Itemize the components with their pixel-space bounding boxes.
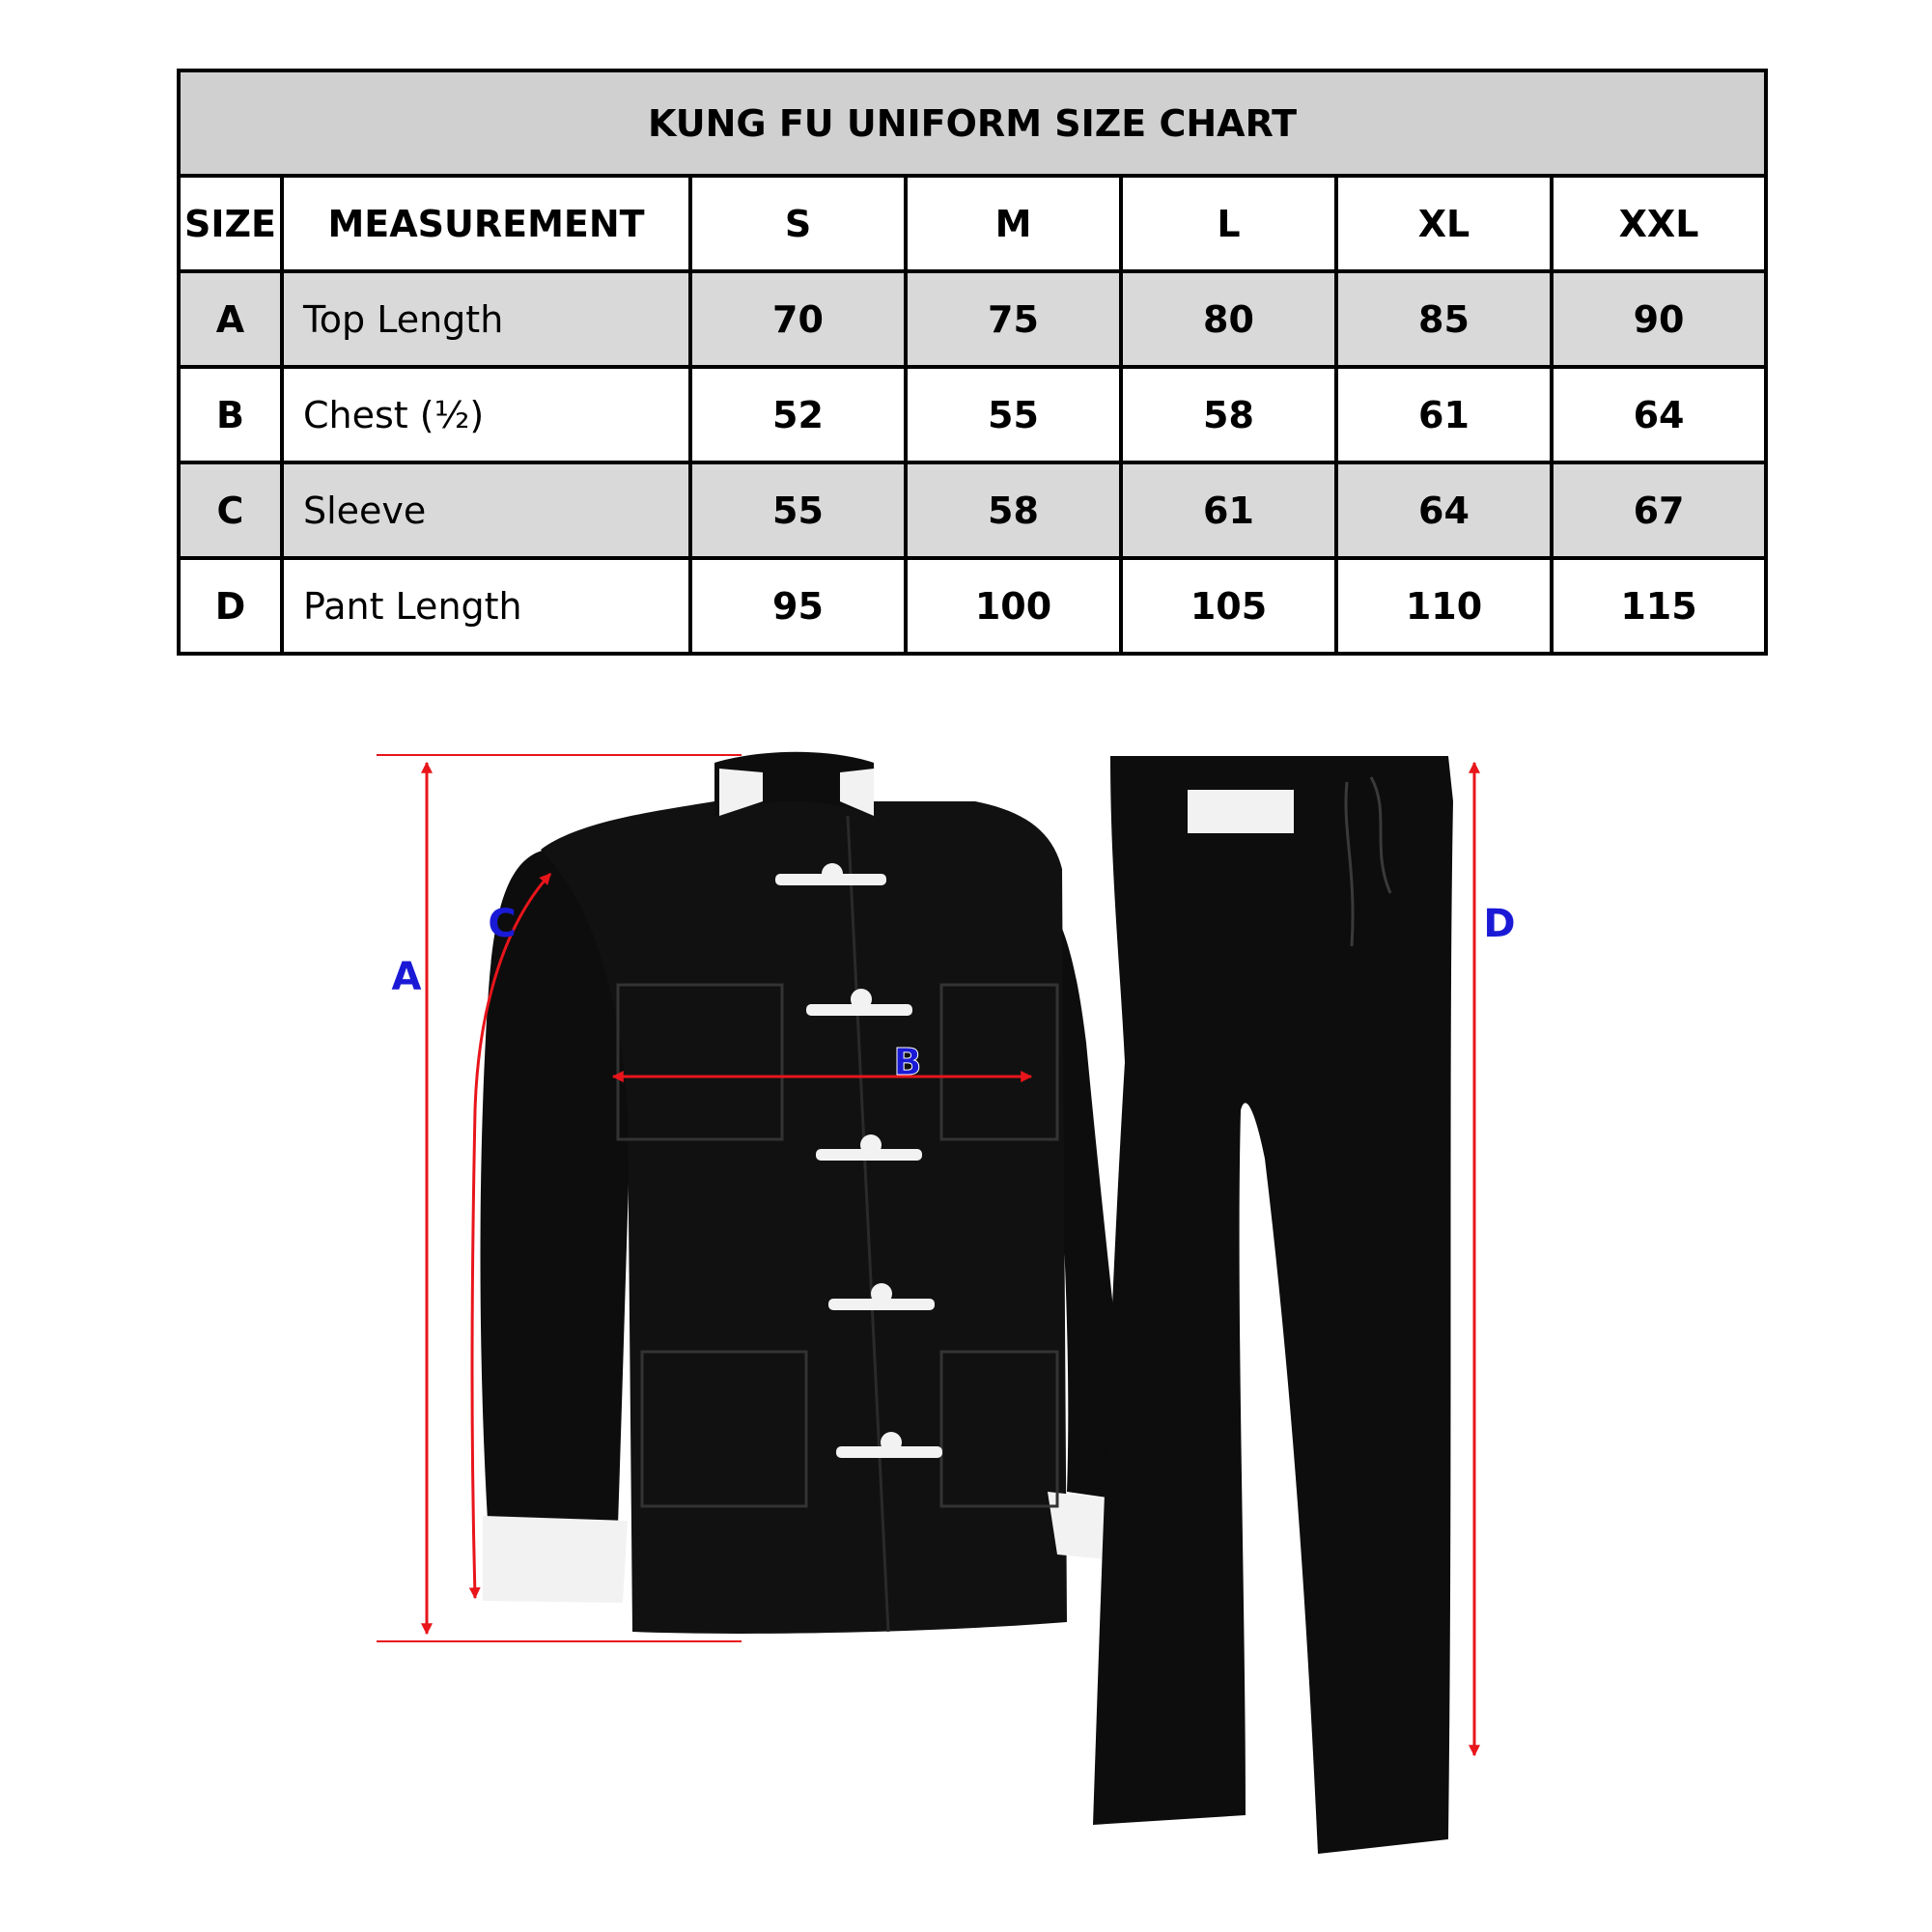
pants-illustration (1093, 756, 1453, 1854)
cell-value: 75 (906, 271, 1121, 367)
cell-value: 70 (690, 271, 906, 367)
header-l: L (1121, 176, 1336, 271)
cell-value: 85 (1336, 271, 1552, 367)
cell-value: 64 (1552, 367, 1766, 462)
cell-value: 58 (906, 462, 1121, 558)
table-row (179, 271, 1766, 367)
cell-value: 55 (690, 462, 906, 558)
cell-value: 58 (1121, 367, 1336, 462)
cell-value: 52 (690, 367, 906, 462)
table-header-row (179, 176, 1766, 271)
size-chart-table (177, 69, 1768, 656)
cell-value: 64 (1336, 462, 1552, 558)
cell-value: 95 (690, 558, 906, 654)
cell-value: 80 (1121, 271, 1336, 367)
pants-label-patch (1188, 790, 1294, 833)
chart-title: KUNG FU UNIFORM SIZE CHART (179, 70, 1766, 176)
cell-value: 100 (906, 558, 1121, 654)
cell-value: 55 (906, 367, 1121, 462)
label-a: A (391, 955, 422, 999)
label-d: D (1483, 902, 1516, 946)
uniform-diagram (0, 676, 1932, 1931)
header-m: M (906, 176, 1121, 271)
row-label: Top Length (282, 271, 690, 367)
cell-value: 115 (1552, 558, 1766, 654)
row-code: D (179, 558, 282, 654)
table-title-row (179, 70, 1766, 176)
row-label: Pant Length (282, 558, 690, 654)
header-measurement: MEASUREMENT (282, 176, 690, 271)
label-b: B (893, 1041, 922, 1083)
cell-value: 90 (1552, 271, 1766, 367)
table-row (179, 462, 1766, 558)
cell-value: 105 (1121, 558, 1336, 654)
measure-d (1474, 763, 1516, 1755)
row-code: A (179, 271, 282, 367)
row-code: C (179, 462, 282, 558)
table-row (179, 558, 1766, 654)
cell-value: 61 (1121, 462, 1336, 558)
row-code: B (179, 367, 282, 462)
header-xxl: XXL (1552, 176, 1766, 271)
cell-value: 110 (1336, 558, 1552, 654)
header-xl: XL (1336, 176, 1552, 271)
table-row (179, 367, 1766, 462)
cell-value: 61 (1336, 367, 1552, 462)
row-label: Sleeve (282, 462, 690, 558)
row-label: Chest (½) (282, 367, 690, 462)
cell-value: 67 (1552, 462, 1766, 558)
jacket-illustration (481, 752, 1155, 1634)
header-size: SIZE (179, 176, 282, 271)
label-c: C (488, 902, 517, 946)
header-s: S (690, 176, 906, 271)
